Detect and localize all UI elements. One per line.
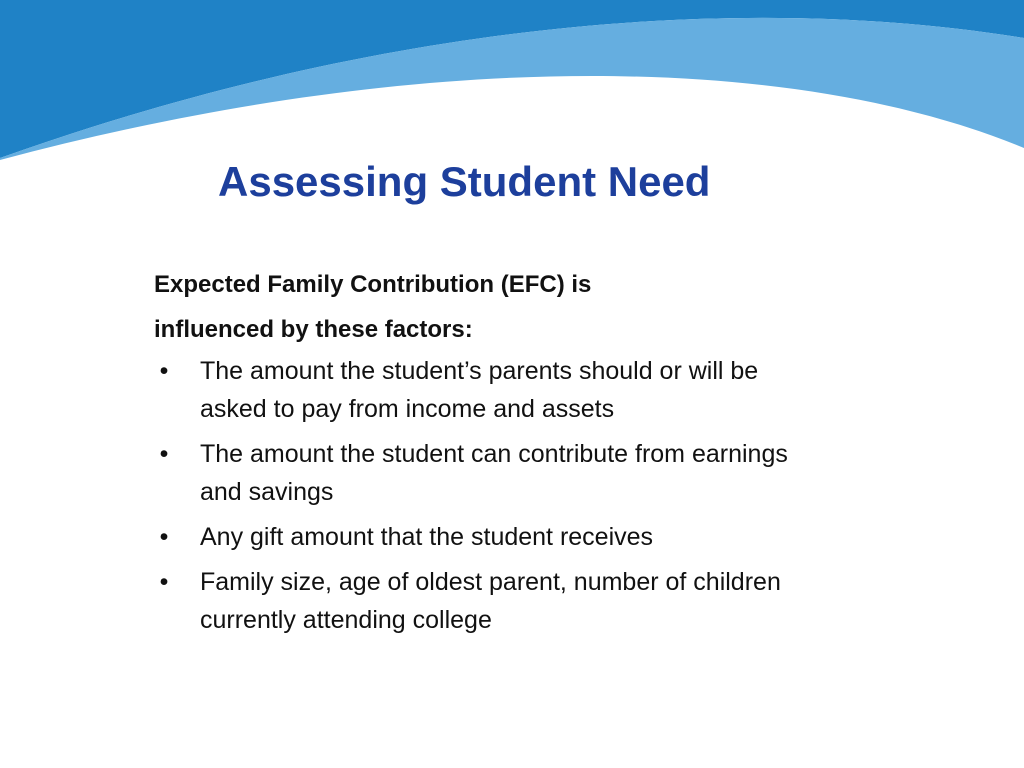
header-wave-decoration (0, 0, 1024, 170)
list-item-line: and savings (200, 478, 334, 506)
list-item-line: Any gift amount that the student receives (200, 523, 654, 551)
factor-list (154, 352, 914, 639)
list-item-line: asked to pay from income and assets (200, 395, 615, 423)
intro-line: Expected Family Contribution (EFC) is (154, 271, 592, 298)
list-item (154, 518, 914, 556)
list-item (154, 352, 914, 428)
intro-line: influenced by these factors: (154, 316, 473, 343)
bullet-icon: • (159, 440, 169, 468)
bullet-icon: • (159, 568, 169, 596)
list-item-line: The amount the student’s parents should or will be (200, 357, 759, 385)
list-item (154, 435, 914, 511)
list-item-line: currently attending college (200, 606, 492, 634)
list-item-line: Family size, age of oldest parent, number of children (200, 568, 781, 596)
slide-title: Assessing Student Need (218, 158, 711, 205)
bullet-icon: • (159, 357, 169, 385)
slide-body (154, 262, 914, 646)
list-item (154, 563, 914, 639)
bullet-icon: • (159, 523, 169, 551)
list-item-line: The amount the student can contribute from earnings (200, 440, 788, 468)
